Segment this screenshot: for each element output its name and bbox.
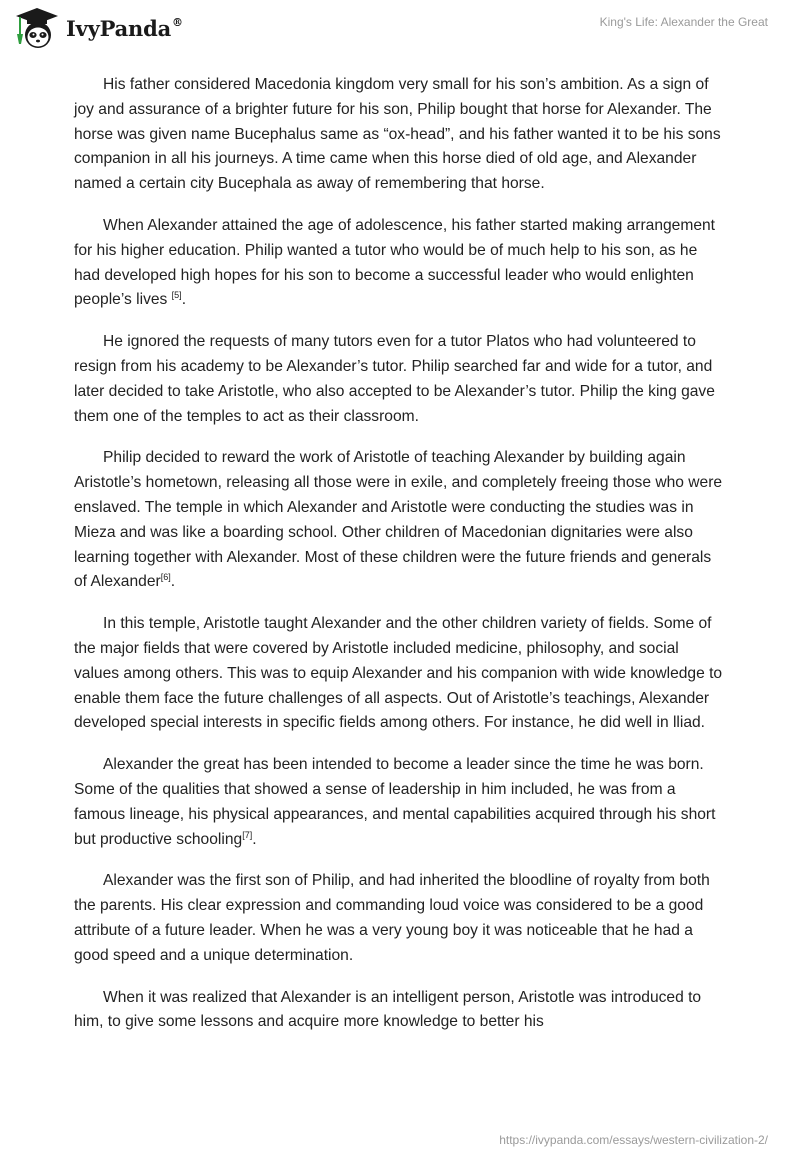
essay-body	[74, 73, 726, 1052]
paragraph: Alexander the great has been intended to become a leader since the time he was born. Some of the qualities that showed a sense of leadership in him included, he was from a famous lineage, his physical appearances, and mental capabilities acquired through his short but productive schooling[7].	[74, 756, 716, 848]
ivypanda-logo[interactable]	[14, 6, 183, 50]
paragraph: Alexander was the first son of Philip, and had inherited the bloodline of royalty from both the parents. His clear expression and commanding loud voice was considered to be a good attribute of a future leader. When he was a very young boy it was noticeable that he had a good speed and a unique determination.	[74, 872, 710, 964]
paragraph: When Alexander attained the age of adolescence, his father started making arrangement for his higher education. Philip wanted a tutor who would be of much help to his son, as he had developed high hopes for his son to become a successful leader who would enlighten people’s lives [5].	[74, 216, 716, 309]
paragraph: In this temple, Aristotle taught Alexander and the other children variety of fields. Some of the major fields that were covered by Aristotle included medicine, philosophy, and social values among others. This was to equip Alexander and his companion with wide knowledge to enable them face the future challenges of all aspects. Out of Aristotle’s teachings, Alexander developed special interests in specific fields among others. For instance, he did well in lliad.	[74, 615, 723, 732]
source-url[interactable]: https://ivypanda.com/essays/western-civilization-2/	[499, 1133, 768, 1147]
paragraph: When it was realized that Alexander is an intelligent person, Aristotle was introduced to him, to give some lessons and acquire more knowledge to better his	[74, 988, 702, 1031]
paragraph: Philip decided to reward the work of Aristotle of teaching Alexander by building again Aristotle’s hometown, releasing all those were in exile, and completely freeing those who were enslaved. The temple in which Alexander and Aristotle were conducting the studies was in Mieza and was like a boarding school. Other children of Macedonian dignitaries were also learning together with Alexander. Most of these children were the future friends and generals of Alexander[6].	[74, 449, 723, 591]
paragraph: His father considered Macedonia kingdom very small for his son’s ambition. As a sign of joy and assurance of a brighter future for his son, Philip bought that horse for Alexander. The horse was given name Bucephalus same as “ox-head”, and his father wanted it to be his sons companion in all his journeys. A time came when this horse died of old age, and Alexander named a certain city Bucephala as away of remembering that horse.	[74, 76, 721, 193]
page-header	[0, 0, 800, 60]
logo-wordmark: IvyPanda®	[66, 15, 183, 41]
citation-ref[interactable]: [7]	[242, 829, 253, 840]
paragraph: He ignored the requests of many tutors even for a tutor Platos who had volunteered to resign from his academy to be Alexander’s tutor. Philip searched far and wide for a tutor, and later decided to take Aristotle, who also accepted to be Alexander’s tutor. Philip the king gave them one of the temples to act as their classroom.	[74, 333, 715, 425]
panda-graduation-cap-logo-icon	[14, 6, 60, 50]
citation-ref[interactable]: [6]	[160, 572, 171, 583]
citation-ref[interactable]: [5]	[171, 290, 182, 301]
document-title: King's Life: Alexander the Great	[599, 15, 768, 29]
